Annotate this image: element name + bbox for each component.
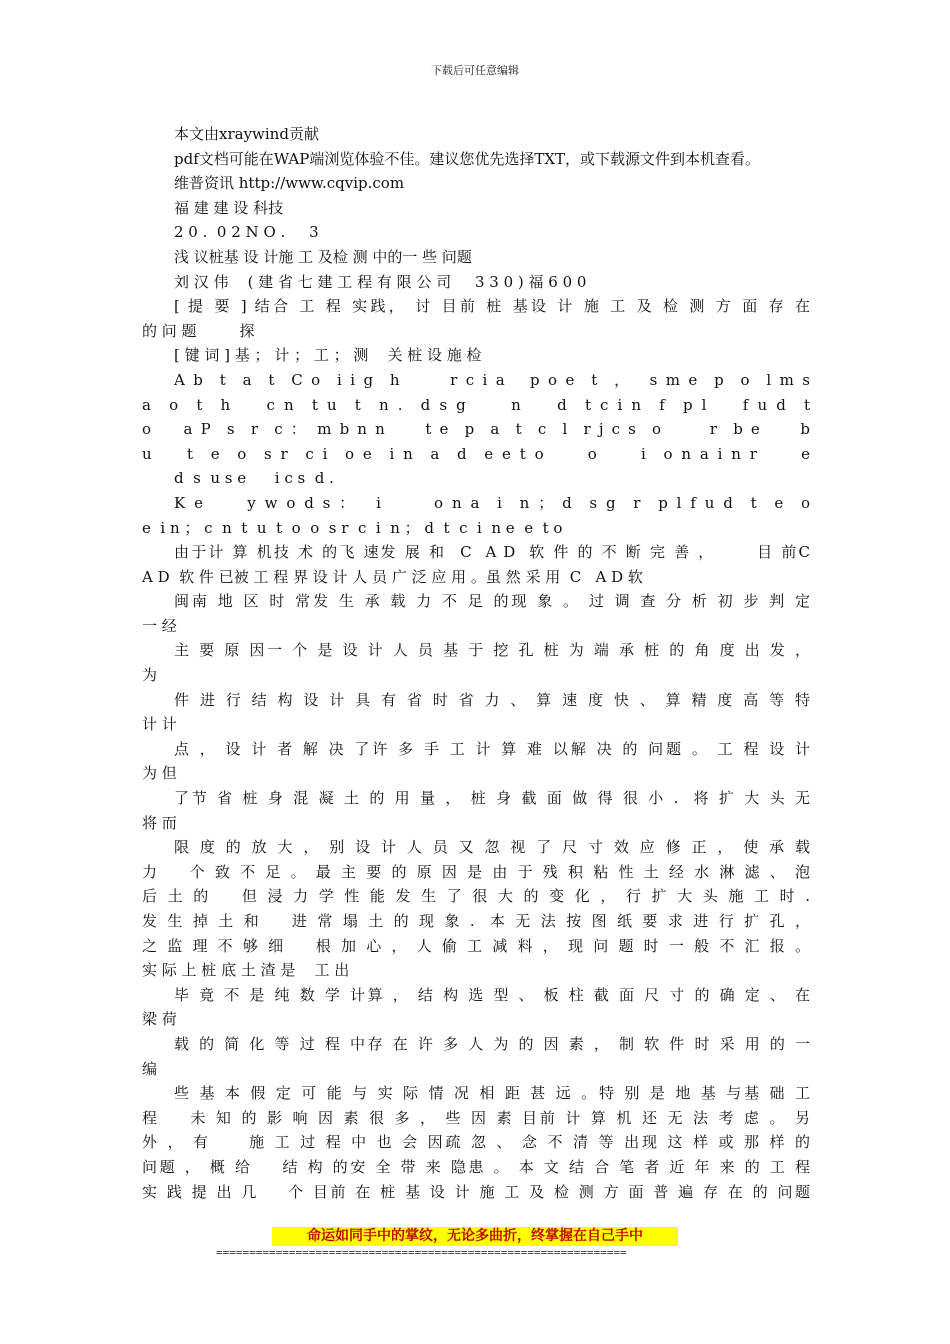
text-line: 维普资讯 http://www.cqvip.com <box>174 174 405 193</box>
text-line: 了节 省 桩 身 混 凝 土 的 用 量 ， 桩 身 截 面 做 得 很 小 . 将 扩 大 头 无 <box>174 789 810 808</box>
text-line: 后 土 的 但 浸 力 学 性 能 发 生 了 很 大 的 变 化 ， 行 扩 大 头 施 工 时 . <box>142 887 810 906</box>
text-line: 将 而 <box>142 813 177 832</box>
text-line: 闽南 地 区 时 常发 生 承 载 力 不 足 的现 象 。 过 调 查 分 析 初 步 判 定 <box>174 592 810 611</box>
text-line: 的 问 题 探 <box>142 321 255 340</box>
text-line: 之 监 理 不 够 细 根 加 心 ， 人 偷 工 减 料 ， 现 问 题 时 一 般 不 汇 报 。 <box>142 936 810 955</box>
text-line: 计 计 <box>142 715 177 734</box>
text-line: 实 际 上 桩 底 土 渣 是 工 出 <box>142 961 350 980</box>
text-line: 为 <box>142 666 158 685</box>
text-line: 力 个 致 不 足 。 最 主 要 的 原 因 是 由 于 残 积 粘 性 土 经 水 淋 滤 、 泡 <box>142 862 810 881</box>
text-line: 一 经 <box>142 616 177 635</box>
text-line: a o t h c n t u t n . d s g n d t c i n f p l f u d t <box>142 395 810 414</box>
text-line: 刘 汉 伟 ( 建 省 七 建 工 程 有 限 公 司 3 3 0 ) 福 6 0 0 <box>174 272 587 291</box>
text-line: [ 提 要 ] 结合 工 程 实践， 讨 目前 桩 基设 计 施 工 及 检 测 方 面 存 在 <box>174 297 810 316</box>
text-line: A D 软 件 已被 工 程 界 设 计 人 员 广 泛 应 用 。虽 然 采 用 C A D 软 <box>142 567 643 586</box>
text-line: 由于计 算 机技 术 的飞 速发 展 和 C A D 软 件 的 不 断 完 善 ， 目 前C <box>174 543 810 562</box>
text-line: 问题 ， 概 给 结 构 的安 全 带 来 隐患 。 本 文 结 合 笔 者 近 年 来 的 工 程 <box>142 1157 810 1176</box>
text-line: 外 ， 有 施 工 过 程 中 也 会 因疏 忽 、 念 不 清 等 出现 这 样 或 那 样 的 <box>142 1133 810 1152</box>
text-line: K e y w o d s ： i o n a i n ； d s g r p l f u d t e o <box>174 493 810 512</box>
text-line: pdf文档可能在WAP端浏览体验不佳。建议您优先选择TXT，或下载源文件到本机查看。 <box>174 149 761 168</box>
text-line: 本文由xraywind贡献 <box>174 125 319 143</box>
text-line: 件 进 行 结 构 设 计 具 有 省 时 省 力 、 算 速 度 快 、 算 精 度 高 等 特 <box>174 690 810 709</box>
motto-banner: 命运如同手中的掌纹，无论多曲折，终掌握在自己手中 <box>272 1227 678 1246</box>
text-line: 载 的 简 化 等 过 程 中存 在 许 多 人 为 的 因 素 ， 制 软 件 时 采 用 的 一 <box>174 1034 810 1053</box>
text-line: 些 基 本 假 定 可 能 与 实 际 情 况 相 距 甚 远 。特 别 是 地 基 与基 础 工 <box>174 1084 810 1103</box>
text-line: 实 践 提 出 几 个 目前 在 桩 基 设 计 施 工 及 检 测 方 面 普 遍 存 在 的 问题 <box>142 1182 810 1201</box>
text-line: 梁 荷 <box>142 1010 177 1029</box>
text-line: 毕 竟 不 是 纯 数 学 计算 ， 结 构 选 型 、 板 柱 截 面 尺 寸 的 确 定 、 在 <box>174 985 810 1004</box>
text-line: 2 0 . 0 2 N O . 3 <box>174 223 319 242</box>
text-line: 发 生 掉 土 和 进 常 塌 土 的 现 象 . 本 无 法 按 图 纸 要 求 进 行 扩 孔 ， <box>142 912 810 930</box>
text-line: 福 建 建 设 科技 <box>174 198 284 217</box>
text-line: 为 但 <box>142 764 177 783</box>
text-line: u t e o s r c i o e i n a d e e t o o i o n a i n r e <box>142 444 810 463</box>
page-header: 下载后可任意编辑 <box>431 64 519 77</box>
text-line: e i n ； c n t u t o o s r c i n ； d t c i n e e t o <box>142 518 563 537</box>
text-line: 主 要 原 因一 个 是 设 计 人 员 基 于 挖 孔 桩 为 端 承 桩 的 角 度 出 发 ， <box>174 641 810 660</box>
text-line: 点 ， 设 计 者 解 决 了许 多 手 工 计 算 难 以解 决 的 问题 。 工 程 设 计 <box>174 739 810 758</box>
text-line: A b t a t C o i i g h r c i a p o e t ， s m e p o l m s <box>174 370 810 389</box>
text-line: 编 <box>142 1059 158 1078</box>
text-line: d s u s e i c s d . <box>174 469 334 488</box>
separator-rule: ============================================================== <box>216 1246 627 1259</box>
document-body <box>142 122 810 1204</box>
text-line: 浅 议桩基 设 计施 工 及检 测 中的一 些 问题 <box>174 247 472 266</box>
text-line: 限 度 的 放 大 ， 别 设 计 人 员 又 忽 视 了 尺 寸 效 应 修 正 ， 使 承 载 <box>174 838 810 857</box>
text-line: 程 未 知 的 影 响 因 素 很 多 ， 些 因 素 目前 计 算 机 还 无 法 考 虑 。 另 <box>142 1108 810 1127</box>
text-line: [ 键 词 ] 基 ； 计 ； 工 ； 测 关 桩 设 施 检 <box>174 346 482 365</box>
text-line: o a P s r c ： m b n n t e p a t c l r j c s o r b e b <box>142 420 810 439</box>
